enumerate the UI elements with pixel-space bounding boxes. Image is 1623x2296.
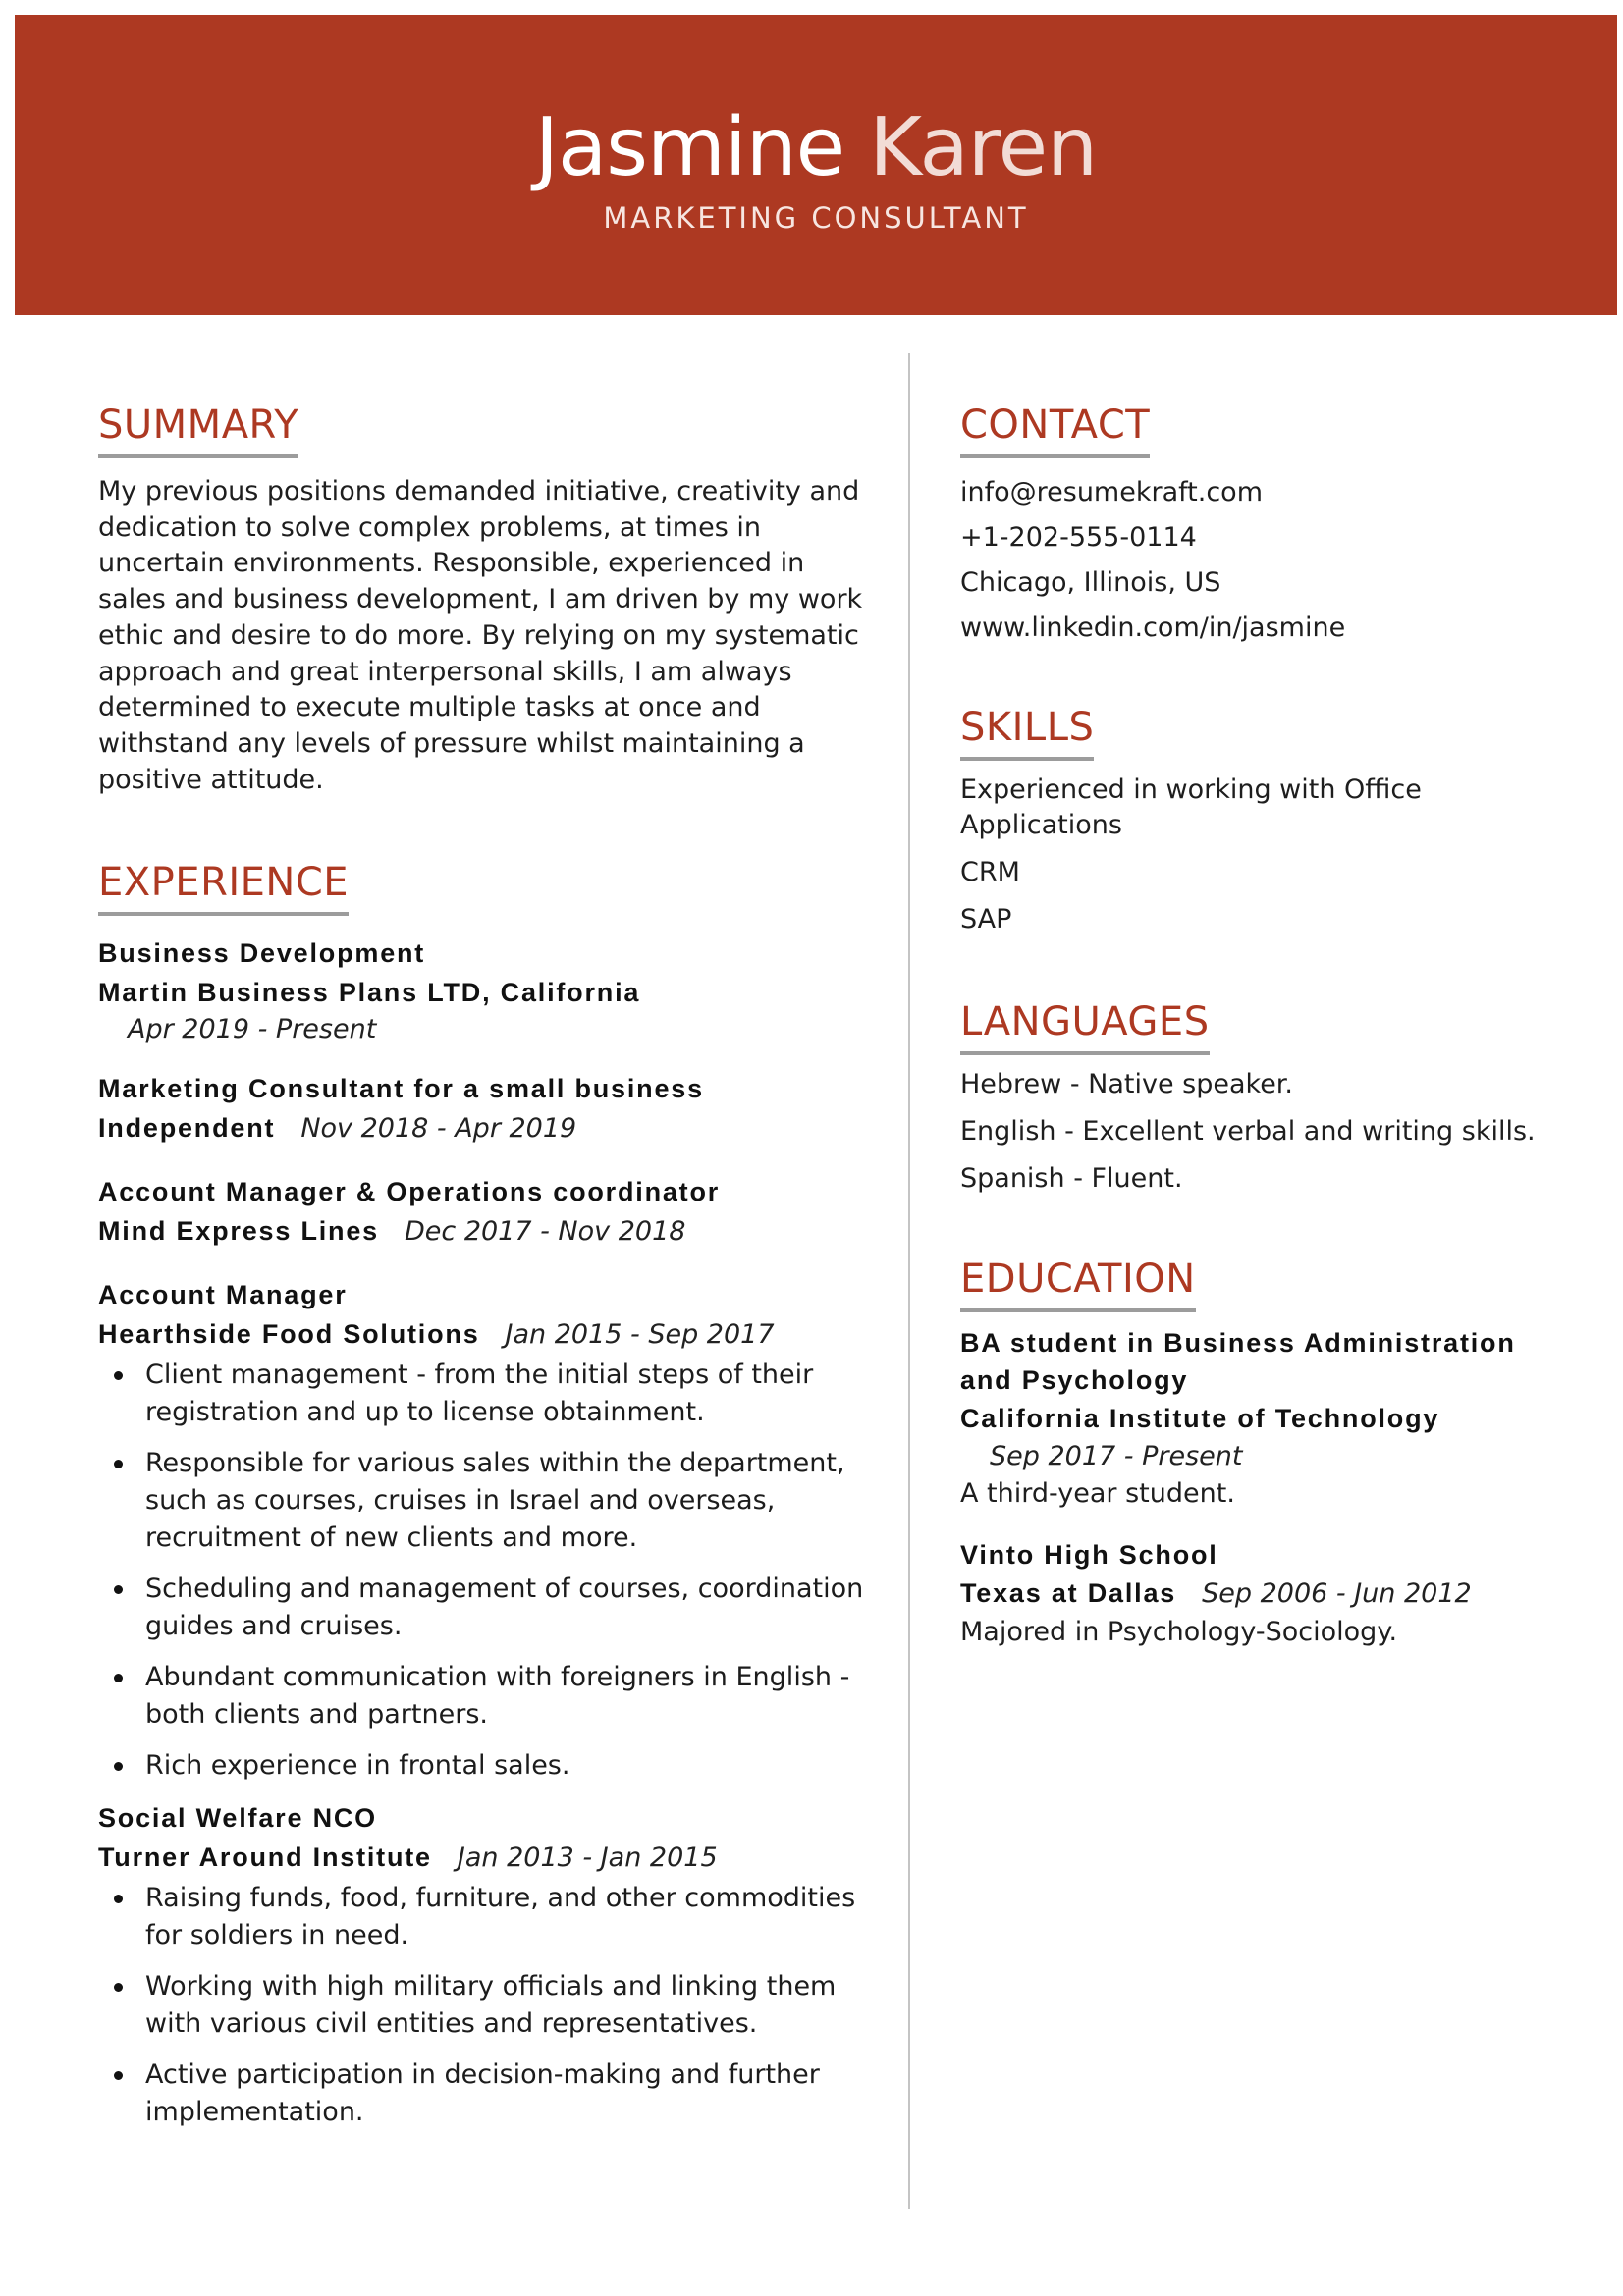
job-organization-line <box>98 1211 874 1252</box>
job-bullet-list <box>98 1880 874 2131</box>
job-role: Social Welfare NCO <box>98 1803 377 1834</box>
summary-text: My previous positions demanded initiative, creativity and dedication to solve complex problems, at times in uncertain environments. Responsible, experienced in sales and business development, I am driven by my work ethic and desire to do more. By relying on my systematic approach and great interpersonal skills, I am always determined to execute multiple tasks at once and withstand any levels of pressure whilst maintaining a positive attitude. <box>98 476 863 795</box>
experience-heading: EXPERIENCE <box>98 855 349 916</box>
languages-heading: LANGUAGES <box>960 994 1210 1055</box>
first-name: Jasmine <box>534 101 845 194</box>
education-school: California Institute of Technology <box>960 1404 1440 1433</box>
education-description: Majored in Psychology-Sociology. <box>960 1617 1398 1647</box>
skill-item: SAP <box>960 904 1012 934</box>
job-entry <box>98 1069 874 1148</box>
skill-item: CRM <box>960 857 1020 887</box>
education-degree: Vinto High School <box>960 1540 1218 1570</box>
job-organization: Martin Business Plans LTD, California <box>98 978 641 1008</box>
education-date: Sep 2006 - Jun 2012 <box>1202 1578 1472 1609</box>
job-role: Account Manager & Operations coordinator <box>98 1177 721 1207</box>
education-entry <box>960 1536 1569 1651</box>
job-title: MARKETING CONSULTANT <box>603 201 1029 235</box>
job-entry <box>98 1798 874 2131</box>
left-column <box>98 398 874 2145</box>
resume-header <box>15 15 1617 315</box>
right-column <box>960 398 1569 1651</box>
job-date: Jan 2013 - Jan 2015 <box>457 1842 718 1874</box>
column-divider <box>908 353 910 2209</box>
job-bullet: Scheduling and management of courses, coordination guides and cruises. <box>98 1571 874 1645</box>
education-degree: BA student in Business Administration and Psychology <box>960 1328 1516 1395</box>
job-organization-line <box>98 1314 874 1355</box>
contact-linkedin[interactable]: www.linkedin.com/in/jasmine <box>960 613 1346 643</box>
summary-section <box>98 398 874 798</box>
languages-section <box>960 994 1569 1197</box>
languages-list <box>960 1067 1569 1197</box>
job-date: Jan 2015 - Sep 2017 <box>505 1319 775 1351</box>
language-item: English - Excellent verbal and writing skills. <box>960 1116 1536 1147</box>
job-entry <box>98 1275 874 1785</box>
job-date: Dec 2017 - Nov 2018 <box>404 1216 686 1248</box>
job-bullet: Active participation in decision-making and further implementation. <box>98 2056 874 2131</box>
education-section <box>960 1252 1569 1651</box>
contact-email[interactable]: info@resumekraft.com <box>960 477 1263 507</box>
job-role: Account Manager <box>98 1280 348 1310</box>
contact-list <box>960 470 1569 651</box>
education-entry <box>960 1324 1569 1513</box>
candidate-name <box>15 99 1617 197</box>
job-role: Business Development <box>98 938 426 969</box>
job-bullet: Working with high military officials and linking them with various civil entities and representatives. <box>98 1968 874 2043</box>
language-item: Hebrew - Native speaker. <box>960 1069 1294 1099</box>
contact-heading: CONTACT <box>960 398 1150 458</box>
job-organization: Hearthside Food Solutions <box>98 1319 480 1350</box>
job-bullet: Raising funds, food, furniture, and other commodities for soldiers in need. <box>98 1880 874 1954</box>
job-date: Nov 2018 - Apr 2019 <box>300 1113 577 1145</box>
language-item: Spanish - Fluent. <box>960 1163 1183 1194</box>
job-organization-line <box>98 1108 874 1148</box>
job-bullet: Client management - from the initial steps of their registration and up to license obtainment. <box>98 1357 874 1431</box>
job-organization: Turner Around Institute <box>98 1842 432 1873</box>
skills-section <box>960 700 1569 937</box>
job-entry <box>98 934 874 1047</box>
contact-section <box>960 398 1569 651</box>
job-role: Marketing Consultant for a small business <box>98 1074 704 1104</box>
job-organization: Mind Express Lines <box>98 1216 379 1247</box>
education-school-line <box>960 1574 1569 1614</box>
job-organization: Independent <box>98 1113 276 1144</box>
summary-heading: SUMMARY <box>98 398 298 458</box>
skills-heading: SKILLS <box>960 700 1094 761</box>
education-school: Texas at Dallas <box>960 1578 1177 1608</box>
job-entry <box>98 1172 874 1252</box>
contact-location: Chicago, Illinois, US <box>960 567 1221 598</box>
job-bullet: Abundant communication with foreigners in English - both clients and partners. <box>98 1659 874 1734</box>
job-bullet: Rich experience in frontal sales. <box>98 1747 874 1785</box>
job-date: Apr 2019 - Present <box>128 1014 377 1045</box>
education-date: Sep 2017 - Present <box>990 1441 1243 1471</box>
skills-list <box>960 773 1569 937</box>
education-heading: EDUCATION <box>960 1252 1196 1312</box>
education-description: A third-year student. <box>960 1478 1235 1509</box>
contact-phone[interactable]: +1-202-555-0114 <box>960 522 1197 553</box>
last-name: Karen <box>869 101 1098 194</box>
skill-item: Experienced in working with Office Applications <box>960 774 1422 840</box>
job-bullet: Responsible for various sales within the department, such as courses, cruises in Israel and overseas, recruitment of new clients and more. <box>98 1445 874 1557</box>
job-organization-line <box>98 1838 874 1878</box>
job-bullet-list <box>98 1357 874 1785</box>
experience-section <box>98 855 874 2131</box>
